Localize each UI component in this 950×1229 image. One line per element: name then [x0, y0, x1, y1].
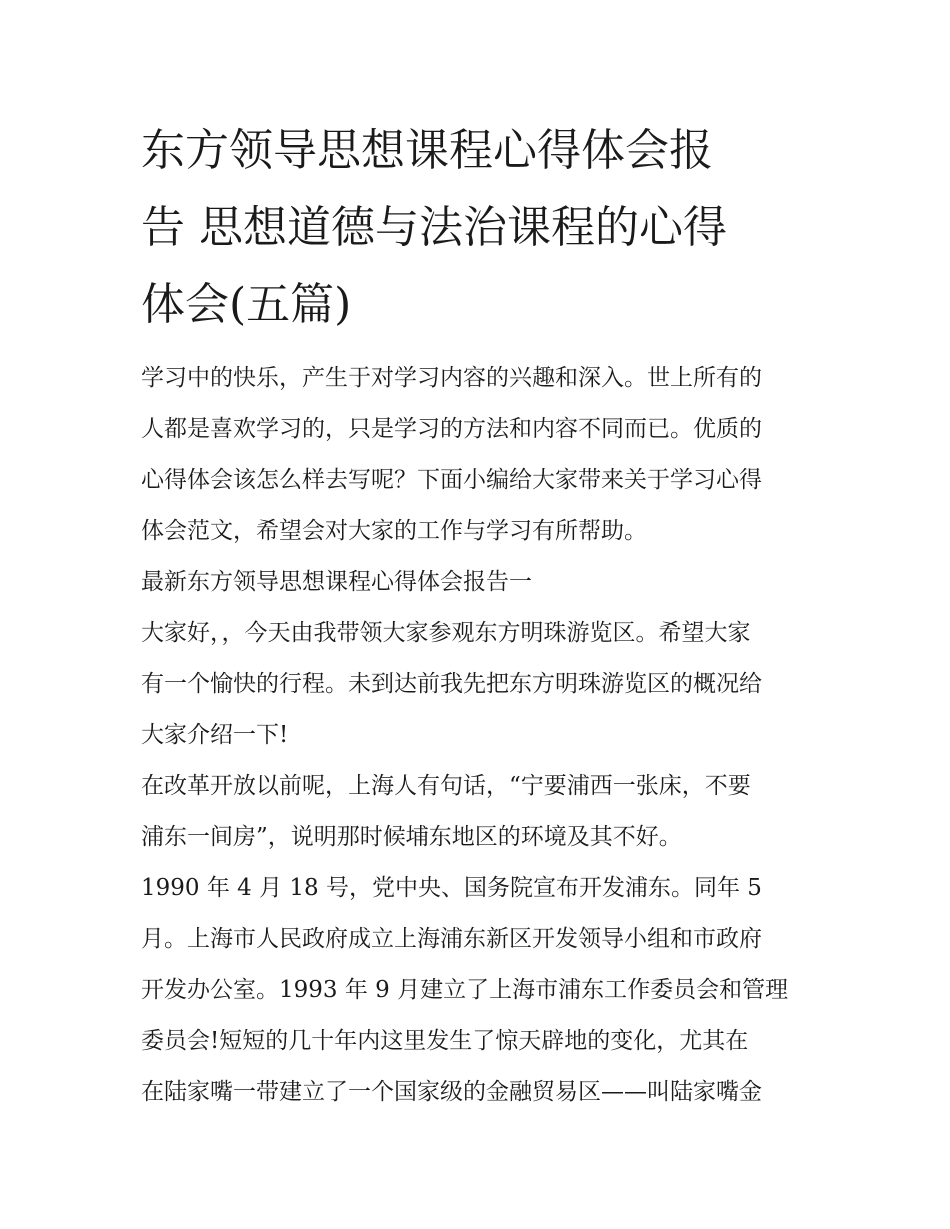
history-paragraph [141, 761, 816, 863]
section-heading [141, 557, 816, 608]
text-line: 体会范文，希望会对大家的工作与学习有所帮助。 [141, 518, 647, 544]
text-line: 在改革开放以前呢，上海人有句话，“宁要浦西一张床，不要 [141, 773, 751, 799]
text-line: 大家介绍一下! [141, 722, 289, 748]
text-line: 大家好，，今天由我带领大家参观东方明珠游览区。希望大家 [141, 620, 751, 646]
text-line: 心得体会该怎么样去写呢？下面小编给大家带来关于学习心得 [141, 467, 762, 493]
text-line: 人都是喜欢学习的，只是学习的方法和内容不同而已。优质的 [141, 416, 762, 442]
text-line: 最新东方领导思想课程心得体会报告一 [141, 569, 532, 595]
intro-paragraph [141, 353, 816, 557]
text-line: 月。上海市人民政府成立上海浦东新区开发领导小组和市政府 [141, 926, 762, 952]
text-line: 浦东一间房”，说明那时候埔东地区的环境及其不好。 [141, 824, 682, 850]
text-line: 有一个愉快的行程。未到达前我先把东方明珠游览区的概况给 [141, 671, 762, 697]
title-line: 体会(五篇) [141, 279, 352, 330]
text-line: 开发办公室。1993 年 9 月建立了上海市浦东工作委员会和管理 [141, 977, 789, 1003]
greeting-paragraph [141, 608, 816, 761]
title-line: 东方领导思想课程心得体会报 [141, 125, 713, 176]
text-line: 在陆家嘴一带建立了一个国家级的金融贸易区——叫陆家嘴金 [141, 1079, 762, 1105]
development-paragraph [141, 863, 816, 1118]
title-line: 告 思想道德与法治课程的心得 [141, 202, 727, 253]
text-line: 1990 年 4 月 18 号，党中央、国务院宣布开发浦东。同年 5 [141, 875, 762, 901]
document-content [141, 112, 816, 1118]
text-line: 委员会!短短的几十年内这里发生了惊天辟地的变化，尤其在 [141, 1028, 749, 1054]
document-body [141, 353, 816, 1118]
document-title [141, 112, 816, 343]
text-line: 学习中的快乐，产生于对学习内容的兴趣和深入。世上所有的 [141, 365, 762, 391]
